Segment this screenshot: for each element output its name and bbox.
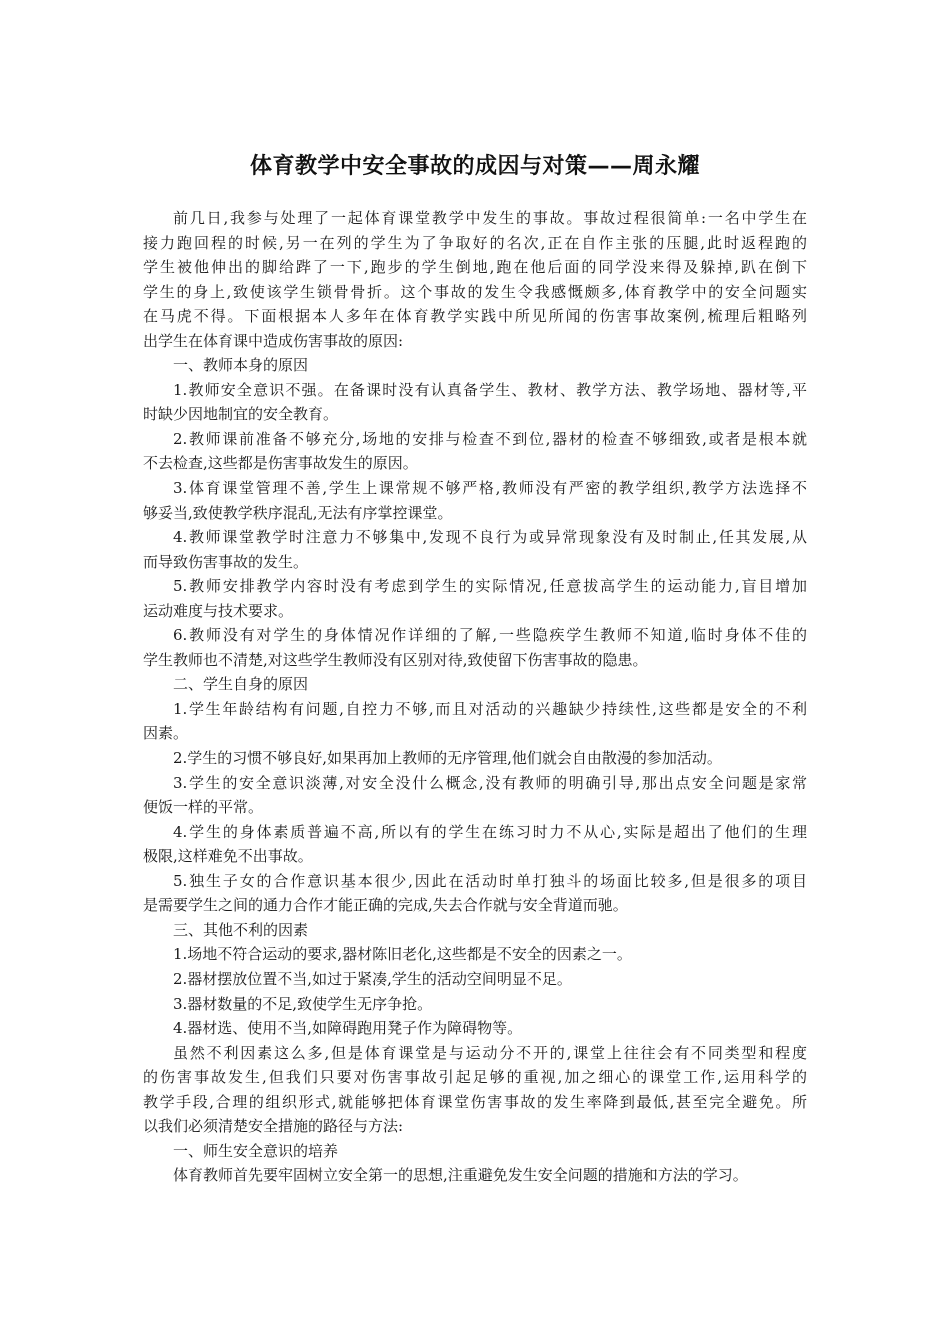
text-line: 接力跑回程的时候,另一在列的学生为了争取好的名次,正在自作主张的压腿,此时返程跑的 bbox=[143, 233, 807, 252]
text-line: 前几日,我参与处理了一起体育课堂教学中发生的事故。事故过程很简单:一名中学生在 bbox=[173, 209, 807, 227]
text-line: 够妥当,致使教学秩序混乱,无法有序掌控课堂。 bbox=[143, 503, 453, 522]
text-line: 学生被他伸出的脚给跸了一下,跑步的学生倒地,跑在他后面的同学没来得及躲掉,趴在倒下 bbox=[143, 258, 807, 277]
text-line: 1.场地不符合运动的要求,器材陈旧老化,这些都是不安全的因素之一。 bbox=[173, 945, 632, 964]
text-line: 虽然不利因素这么多,但是体育课堂是与运动分不开的,课堂上往往会有不同类型和程度 bbox=[173, 1043, 807, 1062]
text-line: 时缺少因地制宜的安全教育。 bbox=[143, 405, 339, 424]
text-line: 3.学生的安全意识淡薄,对安全没什么概念,没有教师的明确引导,那出点安全问题是家常 bbox=[173, 773, 807, 792]
text-line: 学生的身上,致使该学生锁骨骨折。这个事故的发生令我感慨颇多,体育教学中的安全问题实 bbox=[143, 282, 807, 301]
text-line: 学生教师也不清楚,对这些学生教师没有区别对待,致使留下伤害事故的隐患。 bbox=[143, 650, 648, 669]
text-line: 在马虎不得。下面根据本人多年在体育教学实践中所见所闻的伤害事故案例,梳理后粗略列 bbox=[143, 307, 807, 326]
text-line: 因素。 bbox=[143, 724, 189, 743]
document-title: 体育教学中安全事故的成因与对策——周永耀 bbox=[249, 154, 700, 179]
text-line: 运动难度与技术要求。 bbox=[143, 601, 294, 620]
text-line: 4.教师课堂教学时注意力不够集中,发现不良行为或异常现象没有及时制止,任其发展,从 bbox=[173, 528, 807, 547]
text-line: 4.器材选、使用不当,如障碍跑用凳子作为障碍物等。 bbox=[173, 1019, 523, 1038]
text-line: 4.学生的身体素质普遍不高,所以有的学生在练习时力不从心,实际是超出了他们的生理 bbox=[173, 822, 807, 841]
text-line: 一、师生安全意识的培养 bbox=[173, 1141, 339, 1160]
text-line: 不去检查,这些都是伤害事故发生的原因。 bbox=[143, 454, 418, 473]
text-line: 6.教师没有对学生的身体情况作详细的了解,一些隐疾学生教师不知道,临时身体不佳的 bbox=[173, 626, 807, 645]
text-line: 3.体育课堂管理不善,学生上课常规不够严格,教师没有严密的教学组织,教学方法选择不 bbox=[173, 479, 807, 498]
text-line: 5.教师安排教学内容时没有考虑到学生的实际情况,任意拔高学生的运动能力,盲目增加 bbox=[173, 577, 807, 596]
text-line: 二、学生自身的原因 bbox=[173, 675, 309, 694]
text-line: 便饭一样的平常。 bbox=[143, 798, 264, 817]
document-body bbox=[143, 206, 807, 1188]
text-line: 三、其他不利的因素 bbox=[173, 920, 309, 939]
text-line: 体育教师首先要牢固树立安全第一的思想,注重避免发生安全问题的措施和方法的学习。 bbox=[173, 1166, 748, 1185]
text-line: 而导致伤害事故的发生。 bbox=[143, 552, 309, 571]
text-line: 5.独生子女的合作意识基本很少,因此在活动时单打独斗的场面比较多,但是很多的项目 bbox=[173, 871, 807, 890]
text-line: 2.教师课前准备不够充分,场地的安排与检查不到位,器材的检查不够细致,或者是根本就 bbox=[173, 429, 807, 448]
text-line: 极限,这样难免不出事故。 bbox=[143, 847, 313, 866]
text-line: 1.教师安全意识不强。在备课时没有认真备学生、教材、教学方法、教学场地、器材等,平 bbox=[173, 380, 807, 399]
text-line: 的伤害事故发生,但我们只要对伤害事故引起足够的重视,加之细心的课堂工作,运用科学的 bbox=[143, 1068, 807, 1087]
text-line: 出学生在体育课中造成伤害事故的原因: bbox=[143, 331, 404, 350]
text-line: 2.学生的习惯不够良好,如果再加上教师的无序管理,他们就会自由散漫的参加活动。 bbox=[173, 749, 722, 768]
text-line: 2.器材摆放位置不当,如过于紧凑,学生的活动空间明显不足。 bbox=[173, 969, 572, 988]
text-line: 是需要学生之间的通力合作才能正确的完成,失去合作就与安全背道而驰。 bbox=[143, 896, 628, 915]
text-line: 一、教师本身的原因 bbox=[173, 356, 309, 375]
text-line: 教学手段,合理的组织形式,就能够把体育课堂伤害事故的发生率降到最低,甚至完全避免。所 bbox=[143, 1092, 807, 1111]
text-line: 1.学生年龄结构有问题,自控力不够,而且对活动的兴趣缺少持续性,这些都是安全的不利 bbox=[173, 699, 807, 718]
text-line: 3.器材数量的不足,致使学生无序争抢。 bbox=[173, 994, 433, 1013]
text-line: 以我们必须清楚安全措施的路径与方法: bbox=[143, 1117, 404, 1136]
